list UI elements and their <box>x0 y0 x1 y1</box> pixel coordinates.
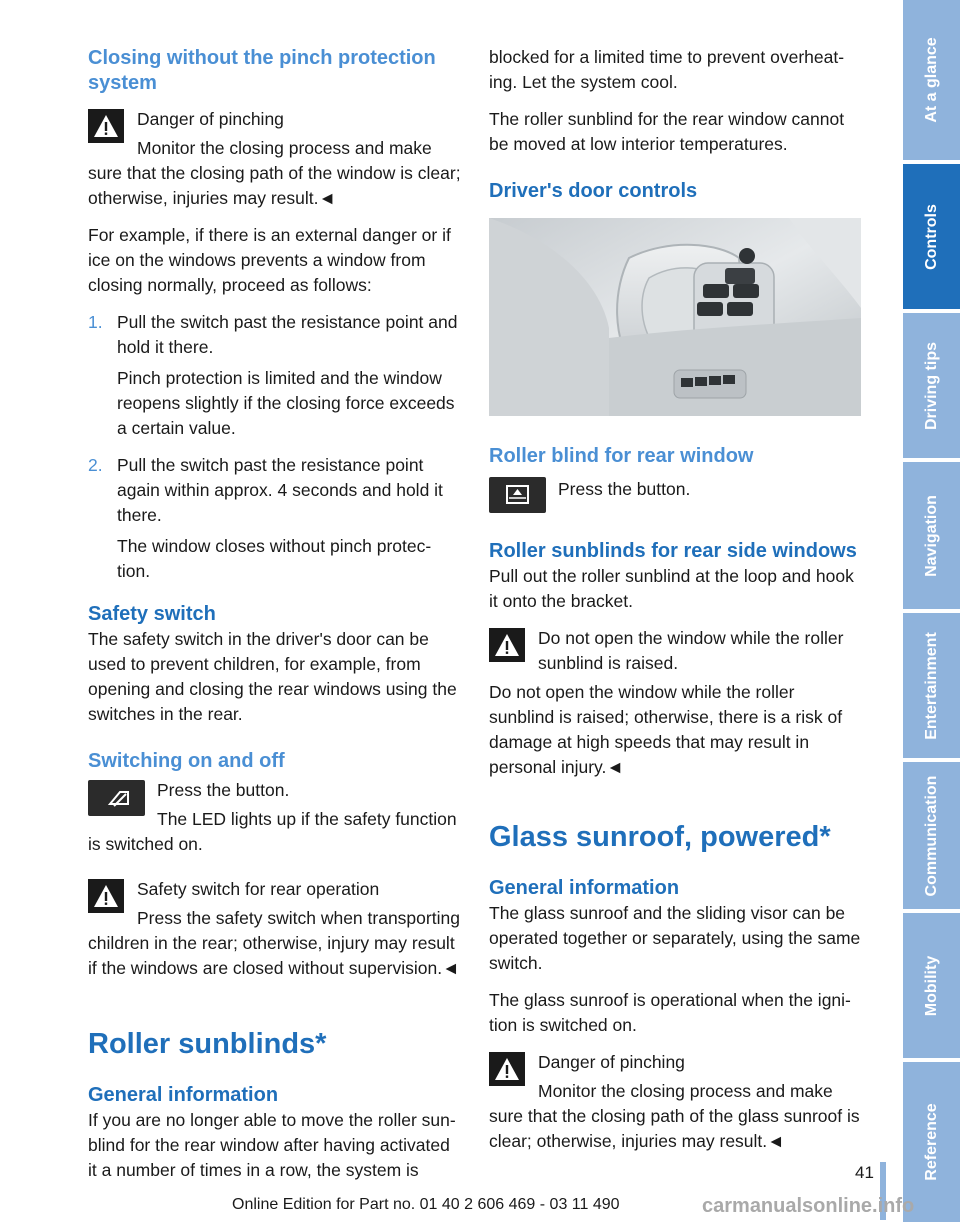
paragraph-general-1: If you are no longer able to move the roller sun- blind for the rear window after having activated it a number of times in a row, the system is <box>88 1110 456 1180</box>
step-number: 1. <box>88 312 103 332</box>
tab-label: Reference <box>922 1103 940 1181</box>
step-number: 2. <box>88 455 103 475</box>
heading-safety-switch: Safety switch <box>88 603 216 625</box>
list-item <box>88 453 462 584</box>
page-number: 41 <box>855 1163 874 1182</box>
tab-label: Navigation <box>922 494 940 577</box>
warning-title: Safety switch for rear operation <box>137 879 380 899</box>
warning-triangle-icon <box>489 1052 525 1086</box>
paragraph-example: For example, if there is an external danger or if ice on the windows prevents a window from closing normally, proceed as follows: <box>88 225 451 295</box>
paragraph-general-2: The glass sunroof and the sliding visor can be operated together or separately, using the same switch. <box>489 903 861 973</box>
safety-switch-button-icon <box>88 780 145 816</box>
warning-text: Monitor the closing process and make sure that the closing path of the window is clear; otherwise, injuries may result.◄ <box>88 138 461 208</box>
paragraph-continued: blocked for a limited time to prevent overheat- ing. Let the system cool. <box>489 47 845 92</box>
steps-list <box>88 310 462 584</box>
warning-text: Press the safety switch when transporting children in the rear; otherwise, injury may result if the windows are closed without supervision.◄ <box>88 908 460 978</box>
step-note: Pinch protection is limited and the window reopens slightly if the closing force exceeds a certain value. <box>117 368 455 438</box>
right-column <box>489 0 861 1166</box>
step-note: The window closes without pinch protec- tion. <box>117 536 432 581</box>
tab-label: Entertainment <box>922 631 940 740</box>
left-column <box>88 0 462 1195</box>
button-instruction <box>88 778 462 857</box>
warning-pinching-sunroof <box>489 1050 861 1154</box>
heading-rear-window-blind: Roller blind for rear window <box>489 445 754 467</box>
warning-triangle-icon <box>489 628 525 662</box>
tab-label: Communication <box>922 775 940 896</box>
warning-title: Danger of pinching <box>538 1052 685 1072</box>
tab-mobility[interactable] <box>903 913 960 1058</box>
watermark: carmanualsonline.info <box>702 1195 915 1217</box>
paragraph-ignition: The glass sunroof is operational when the igni- tion is switched on. <box>489 990 851 1035</box>
list-item <box>88 310 462 441</box>
heading-general-info-2: General information <box>489 877 680 899</box>
footer-edition: Online Edition for Part no. 01 40 2 606 469 - 03 11 490 <box>232 1196 620 1213</box>
warning-text: Monitor the closing process and make sure that the closing path of the glass sunroof is clear; otherwise, injuries may result.◄ <box>489 1081 860 1151</box>
heading-rear-side-windows: Roller sunblinds for rear side windows <box>489 540 857 562</box>
tab-label: Mobility <box>922 955 940 1016</box>
button-text: Press the button. <box>558 479 691 499</box>
warning-triangle-icon <box>88 879 124 913</box>
tab-driving-tips[interactable] <box>903 313 960 458</box>
step-text: Pull the switch past the resistance point and hold it there. <box>117 312 458 357</box>
button-text: Press the button. <box>157 780 290 800</box>
warning-triangle-icon <box>88 109 124 143</box>
step-text: Pull the switch past the resistance point again within approx. 4 seconds and hold it there. <box>117 455 443 525</box>
tab-at-a-glance[interactable] <box>903 0 960 160</box>
tab-communication[interactable] <box>903 762 960 909</box>
heading-switching: Switching on and off <box>88 750 285 772</box>
heading-drivers-door: Driver's door controls <box>489 180 698 202</box>
warning-pinching <box>88 107 462 211</box>
heading-glass-sunroof: Glass sunroof, powered* <box>489 821 831 853</box>
heading-general-info-1: General information <box>88 1084 279 1106</box>
heading-closing: Closing without the pinch protection system <box>88 47 436 94</box>
tab-label: Controls <box>922 203 940 270</box>
warning-title: Danger of pinching <box>137 109 284 129</box>
button-instruction-rear <box>489 477 861 517</box>
rear-sunblind-button-icon <box>489 477 546 513</box>
door-controls-photo <box>489 218 861 416</box>
chapter-sidebar <box>900 0 960 1222</box>
tab-label: At a glance <box>922 37 940 123</box>
button-text-2: The LED lights up if the safety function is switched on. <box>88 809 457 854</box>
tab-entertainment[interactable] <box>903 613 960 758</box>
warning-title: Do not open the window while the roller sunblind is raised. <box>538 628 844 673</box>
paragraph-safety: The safety switch in the driver's door can be used to prevent children, for example, from opening and closing the rear windows using the switches in the rear. <box>88 629 457 724</box>
paragraph-side: Pull out the roller sunblind at the loop and hook it onto the bracket. <box>489 566 854 611</box>
heading-roller-sunblinds: Roller sunblinds* <box>88 1028 327 1060</box>
tab-navigation[interactable] <box>903 462 960 609</box>
tab-controls[interactable] <box>903 164 960 309</box>
warning-text: Do not open the window while the roller sunblind is raised; otherwise, there is a risk of damage at high speeds that may result in personal injury.◄ <box>489 682 843 777</box>
tab-label: Driving tips <box>922 341 940 430</box>
paragraph-cold: The roller sunblind for the rear window cannot be moved at low interior temperatures. <box>489 109 845 154</box>
warning-safety-switch <box>88 877 462 981</box>
warning-roller-sunblind <box>489 626 861 780</box>
